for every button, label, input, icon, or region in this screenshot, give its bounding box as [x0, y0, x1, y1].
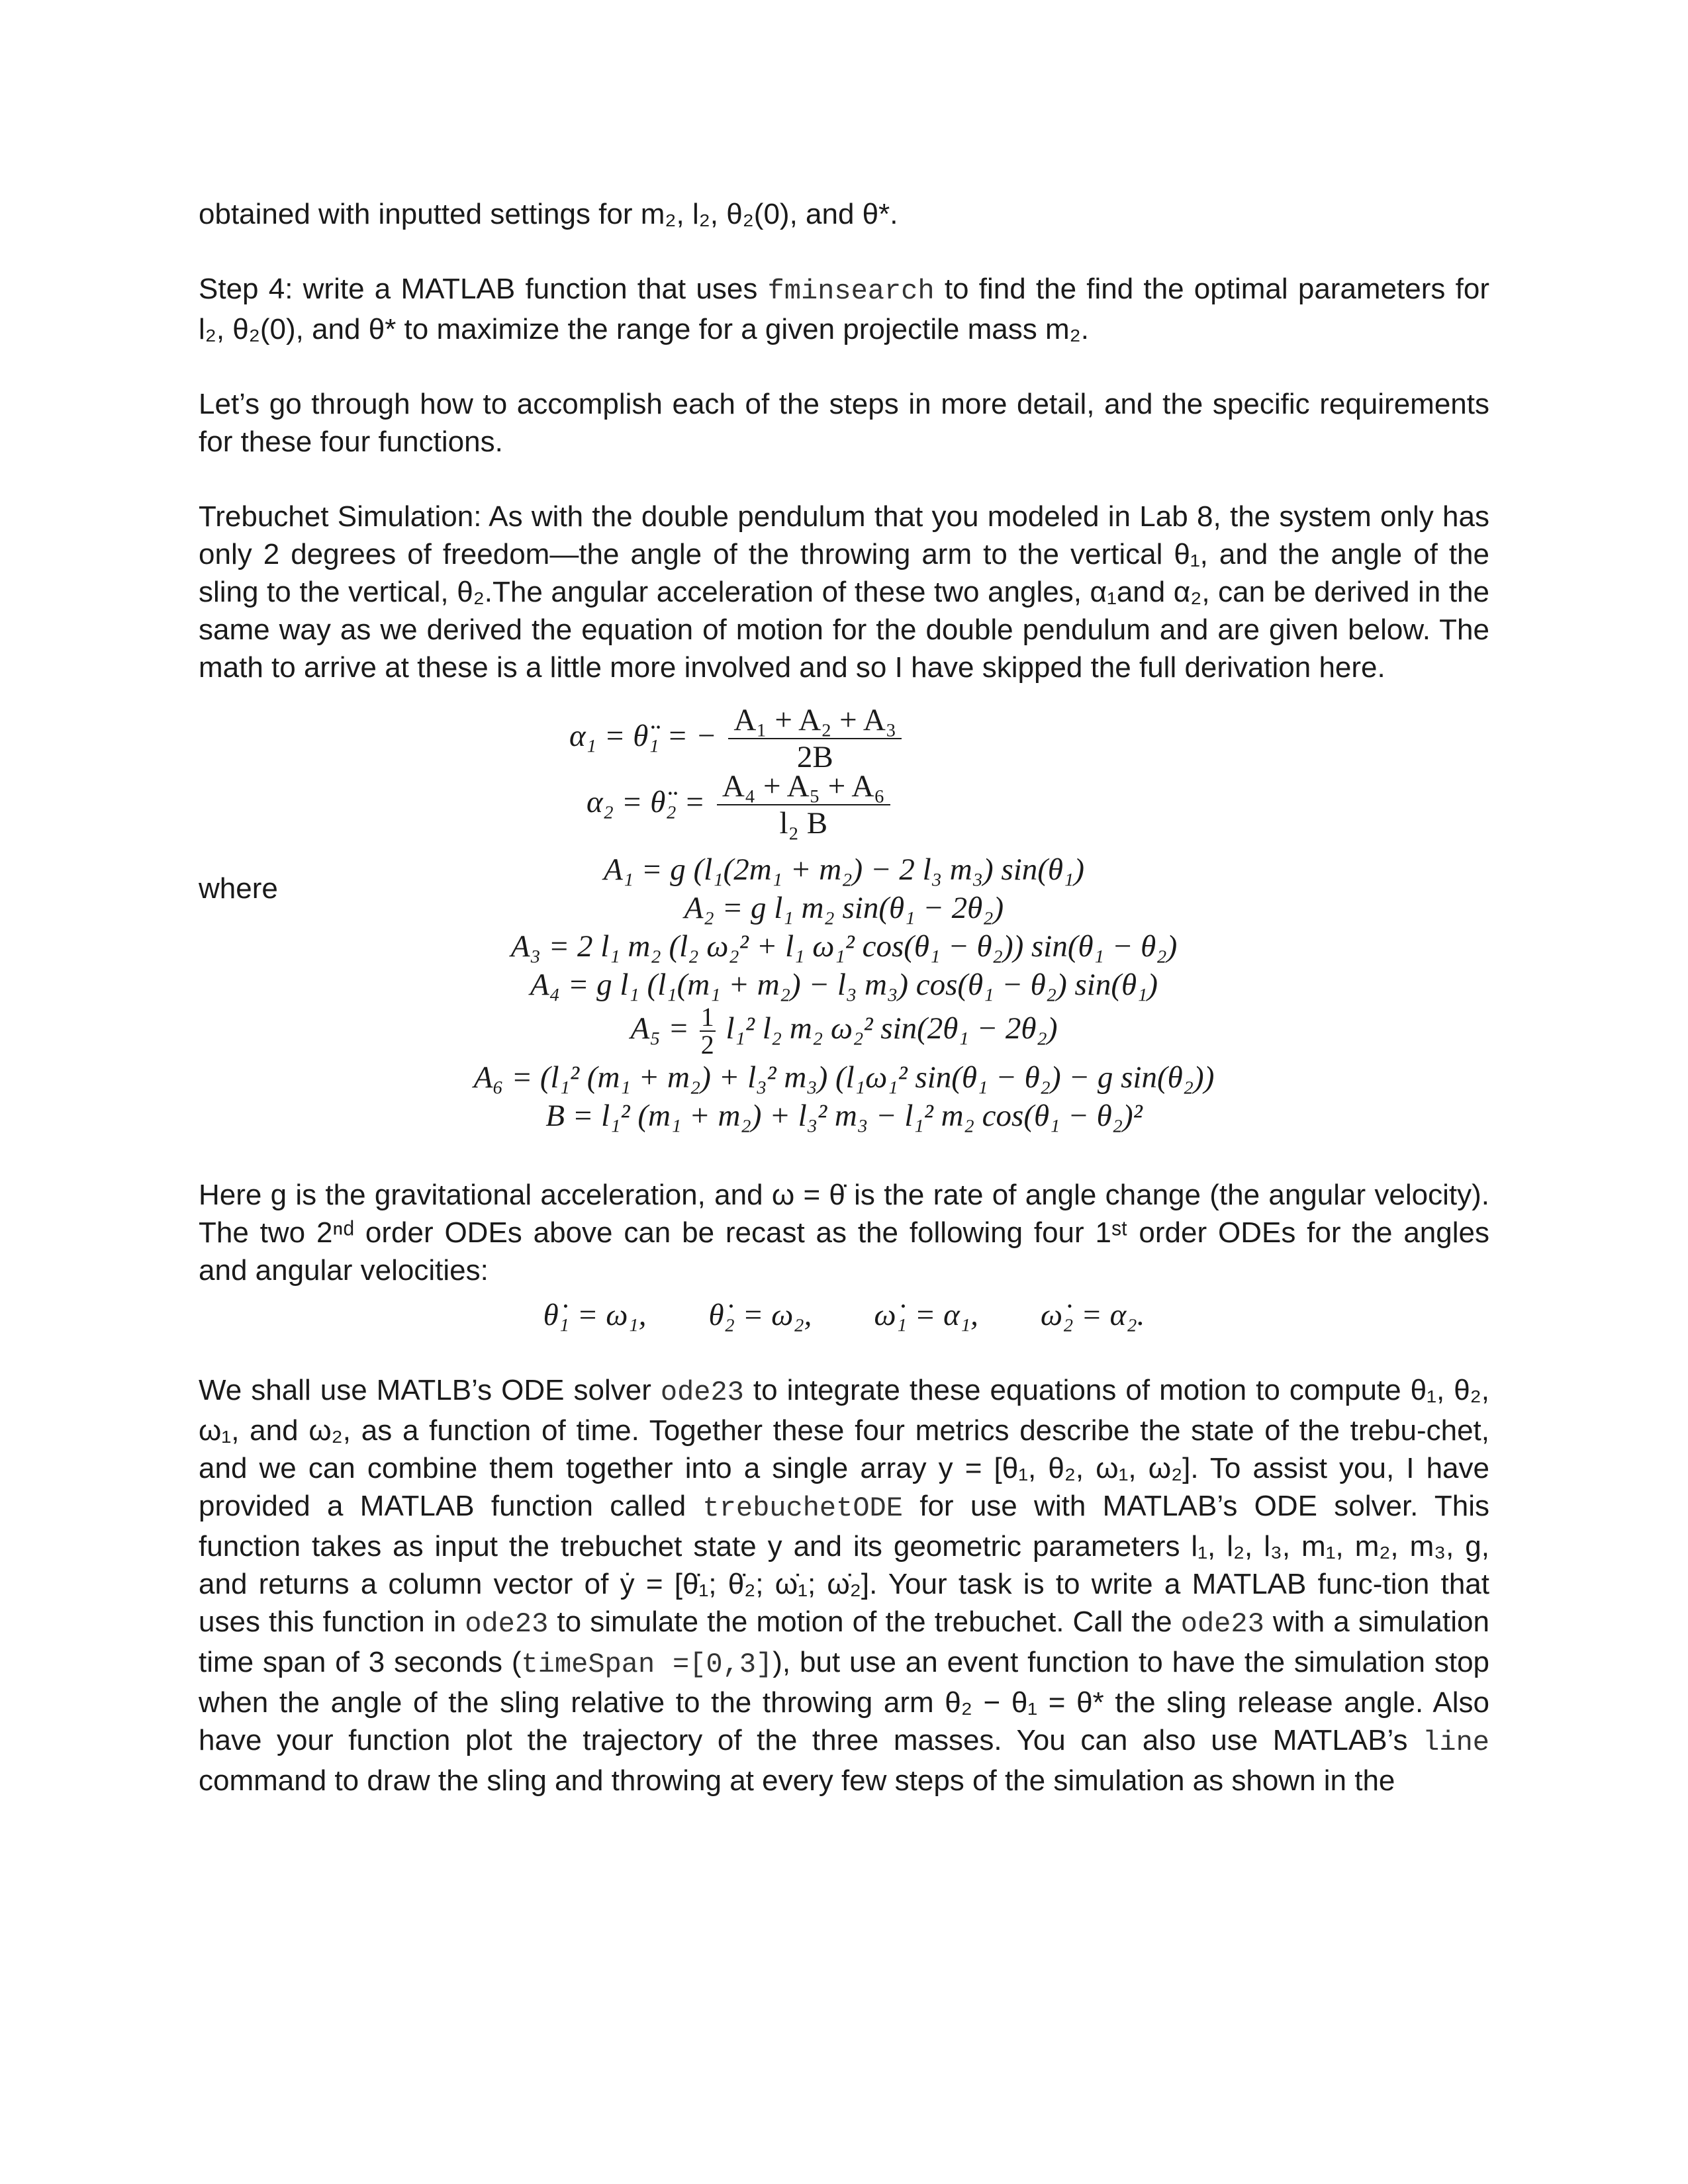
equation-first-order-odes: θ̇₁ = ω₁, θ̇₂ = ω₂, ω̇₁ = α₁, ω̇₂ = α₂. [543, 1298, 1145, 1332]
equation-A6: A₆ = (l₁² (m₁ + m₂) + l₃² m₃) (l₁ω₁² sin(θ₁ − θ₂) − g sin(θ₂)) [473, 1060, 1215, 1095]
paragraph-ode23 [199, 1371, 1489, 1799]
A5-lhs: A₅ = [630, 1011, 689, 1046]
equation-alpha2 [569, 768, 1046, 841]
alpha2-fraction [717, 768, 890, 841]
equation-A5 [199, 1004, 1489, 1058]
equation-block-coefficients [199, 850, 1489, 1135]
step4-text-suffix: to find the find the optimal parameters for l₂, θ₂(0), and θ* to maximize the range for a given projectile mass m₂. [199, 273, 1489, 345]
alpha2-lhs: α₂ = θ̈₂ = [586, 784, 706, 819]
ode23-text-f: ), but use an event function to have the simulation stop when the angle of the sling relative to the throwing arm θ₂ − θ₁ = θ* the sling release angle. Also have your function plot the trajectory of the three masses. You can also use MATLAB’s [199, 1646, 1490, 1756]
code-trebuchetODE: trebuchetODE [702, 1492, 903, 1524]
equation-block-alpha [569, 702, 1046, 841]
alpha2-denominator: l₂ B [779, 806, 828, 841]
equation-alpha1 [569, 702, 1046, 775]
paragraph-step4 [199, 270, 1489, 348]
paragraph-1: obtained with inputted settings for m₂, l₂, θ₂(0), and θ*. [199, 198, 898, 230]
ode23-text-a: We shall use MATLB’s ODE solver [199, 1374, 651, 1406]
code-ode23-2: ode23 [465, 1608, 549, 1640]
equation-B: B = l₁² (m₁ + m₂) + l₃² m₃ − l₁² m₂ cos(θ₁ − θ₂)² [545, 1099, 1143, 1133]
paragraph-trebuchet-simulation: Trebuchet Simulation: As with the double pendulum that you modeled in Lab 8, the system only has only 2 degrees of freedom—the angle of the throwing arm to the vertical θ₁, and the angle of the sling to the vertical, θ₂.The angular acceleration of these two angles, α₁and α₂, can be derived in the same way as we derived the equation of motion for the double pendulum and are given below. The math to arrive at these is a little more involved and so I have skipped the full derivation here. [199, 500, 1489, 684]
A5-rhs: l₁² l₂ m₂ ω₂² sin(2θ₁ − 2θ₂) [726, 1011, 1058, 1046]
alpha1-fraction [728, 702, 902, 775]
A5-fraction-numerator: 1 [700, 1002, 714, 1032]
code-line: line [1423, 1727, 1489, 1758]
A5-fraction [700, 1004, 716, 1058]
paragraph-gravity-odes: Here g is the gravitational acceleration, and ω = θ̇ is the rate of angle change (the angular velocity). The two 2ⁿᵈ order ODEs above can be recast as the following four 1ˢᵗ order ODEs for the angles and angular velocities: [199, 1179, 1489, 1287]
ode23-text-b: to integrate these equations of motion to compute θ₁, θ₂, ω₁, and ω₂, as a function of time. Together these four metrics describe the state of the trebu-chet, and we can combine them together into a single array y = [θ₁, θ₂, ω₁, ω₂]. To assist you, I have provided a MATLAB function called [199, 1374, 1489, 1522]
code-timespan: timeSpan =[0,3] [521, 1649, 773, 1680]
code-ode23-1: ode23 [660, 1377, 744, 1408]
equation-A4: A₄ = g l₁ (l₁(m₁ + m₂) − l₃ m₃) cos(θ₁ − θ₂) sin(θ₁) [530, 968, 1158, 1002]
A5-fraction-denominator: 2 [700, 1030, 714, 1060]
ode23-text-e: with a simulation time span of 3 seconds ( [199, 1606, 1489, 1678]
paragraph-overview: Let’s go through how to accomplish each of the steps in more detail, and the specific requirements for these four functions. [199, 388, 1489, 458]
equation-A1: A₁ = g (l₁(2m₁ + m₂) − 2 l₃ m₃) sin(θ₁) [603, 852, 1085, 887]
code-fminsearch: fminsearch [767, 275, 935, 307]
ode23-text-d: to simulate the motion of the trebuchet. Call the [557, 1606, 1172, 1638]
alpha2-numerator: A₄ + A₅ + A₆ [717, 768, 890, 805]
where-label: where [199, 872, 278, 905]
alpha1-denominator: 2B [796, 740, 833, 774]
ode23-text-c: for use with MATLAB’s ODE solver. This function takes as input the trebuchet state y and its geometric parameters l₁, l₂, l₃, m₁, m₂, m₃, g, and returns a column vector of ẏ = [θ̇₁; θ̇₂; ω̇₁; ω̇₂]. Your task is to write a MATLAB func-tion that uses this function in [199, 1490, 1489, 1638]
ode23-text-g: command to draw the sling and throwing at every few steps of the simulation as shown in the [199, 1764, 1395, 1797]
alpha1-numerator: A₁ + A₂ + A₃ [728, 702, 902, 739]
step4-text-prefix: Step 4: write a MATLAB function that uses [199, 273, 758, 305]
code-ode23-3: ode23 [1180, 1608, 1264, 1640]
alpha1-lhs: α₁ = θ̈₁ = − [569, 718, 717, 753]
document-page [199, 195, 1489, 1799]
equation-A2: A₂ = g l₁ m₂ sin(θ₁ − 2θ₂) [684, 891, 1004, 925]
equation-A3: A₃ = 2 l₁ m₂ (l₂ ω₂² + l₁ ω₁² cos(θ₁ − θ₂)) sin(θ₁ − θ₂) [510, 929, 1178, 964]
equation-block-first-order-odes [199, 1296, 1489, 1334]
